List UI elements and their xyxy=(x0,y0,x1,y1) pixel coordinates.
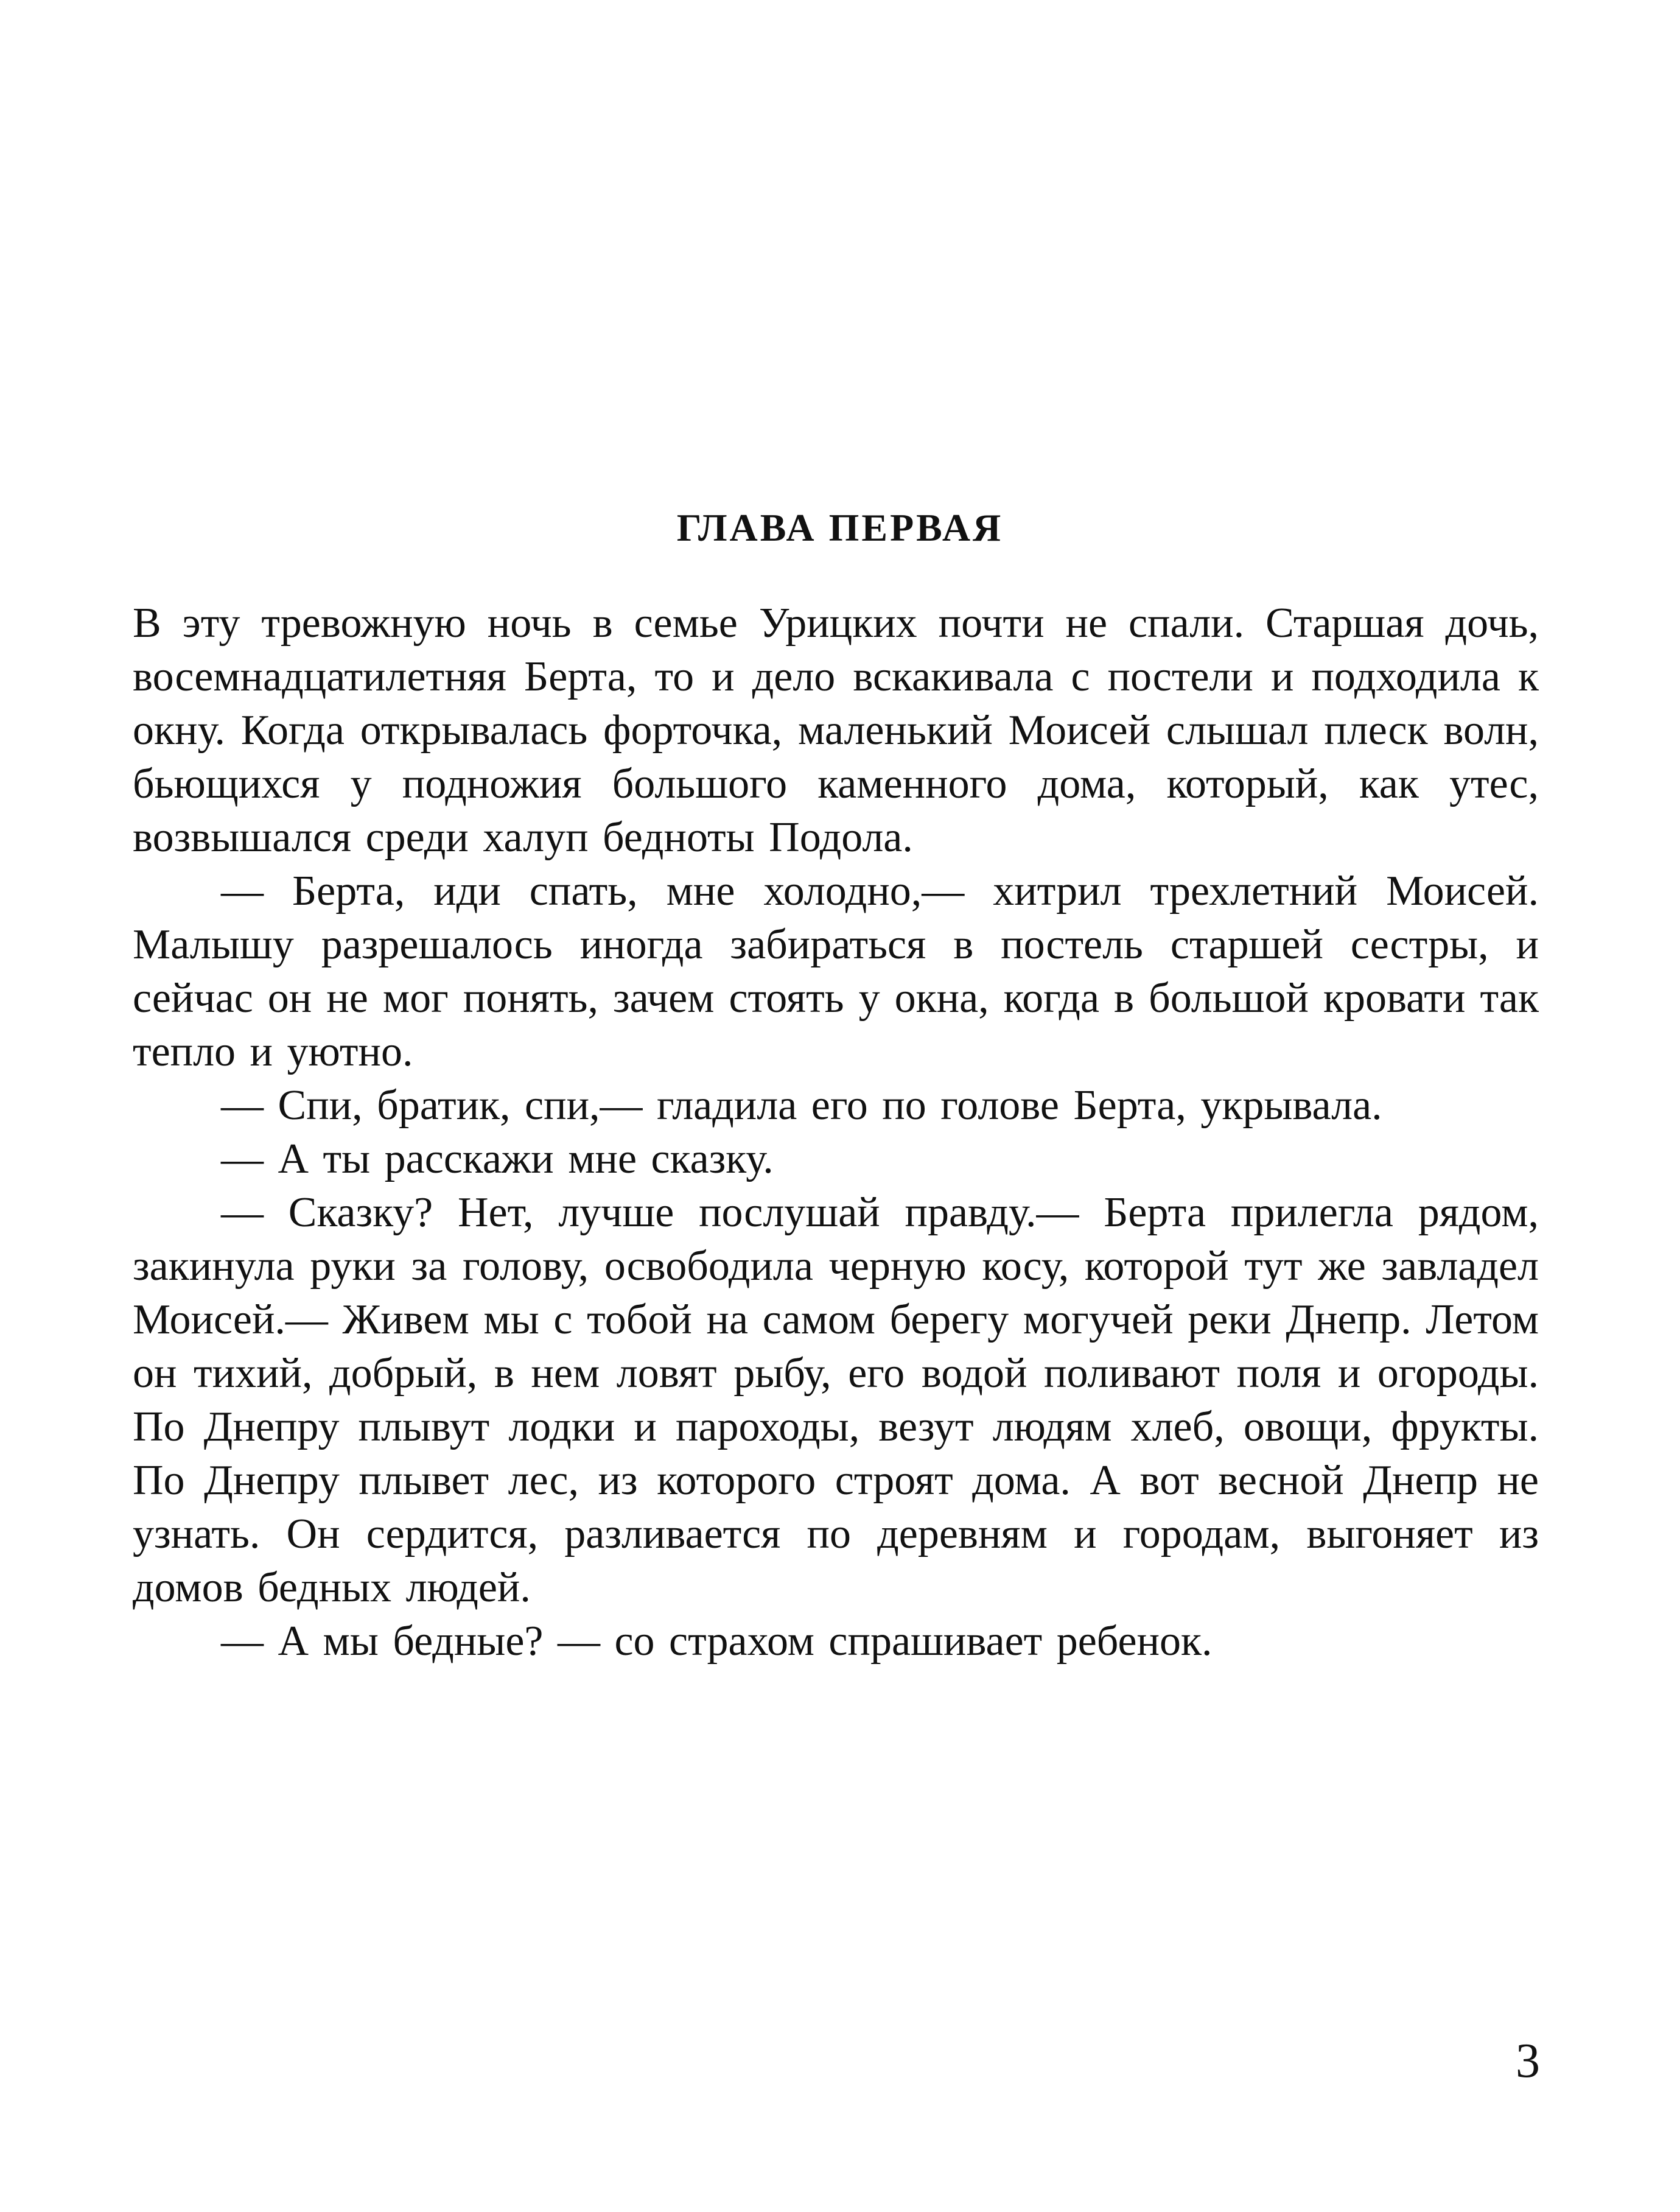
chapter-title: ГЛАВА ПЕРВАЯ xyxy=(676,506,1004,549)
paragraph: — А мы бедные? — со страхом спрашивает ребенок. xyxy=(221,1618,1213,1665)
paragraph: — Сказку? Нет, лучше послушай правду.— Берта прилегла рядом, закинула руки за голову, освободила черную косу, которой тут же завладел Моисей.— Живем мы с тобой на самом берегу могучей реки Днепр. Летом он тихий, добрый, в нем ловят рыбу, его водой поливают поля и огороды. По Днепру плывут лодки и пароходы, везут людям хлеб, овощи, фрукты. По Днепру плывет лес, из которого строят дома. А вот весной Днепр не узнать. Он сердится, разливается по деревням и городам, выгоняет из домов бедных людей. xyxy=(133,1189,1539,1611)
paragraph: — Берта, иди спать, мне холодно,— хитрил трехлетний Моисей. Малышу разрешалось иногда забираться в постель старшей сестры, и сейчас он не мог понять, зачем стоять у окна, когда в большой кровати так тепло и уютно. xyxy=(133,868,1539,1075)
paragraph: — Спи, братик, спи,— гладила его по голове Берта, укрывала. xyxy=(221,1082,1382,1129)
paragraph: — А ты расскажи мне сказку. xyxy=(221,1136,774,1182)
paragraph: В эту тревожную ночь в семье Урицких почти не спали. Старшая дочь, восемнадцатилетняя Берта, то и дело вскакивала с постели и подходила к окну. Когда открывалась форточка, маленький Моисей слышал плеск волн, бьющихся у подножия большого каменного дома, который, как утес, возвышался среди халуп бедноты Подола. xyxy=(133,600,1539,861)
page-number: 3 xyxy=(1516,2034,1540,2088)
body-text xyxy=(133,597,1539,1668)
